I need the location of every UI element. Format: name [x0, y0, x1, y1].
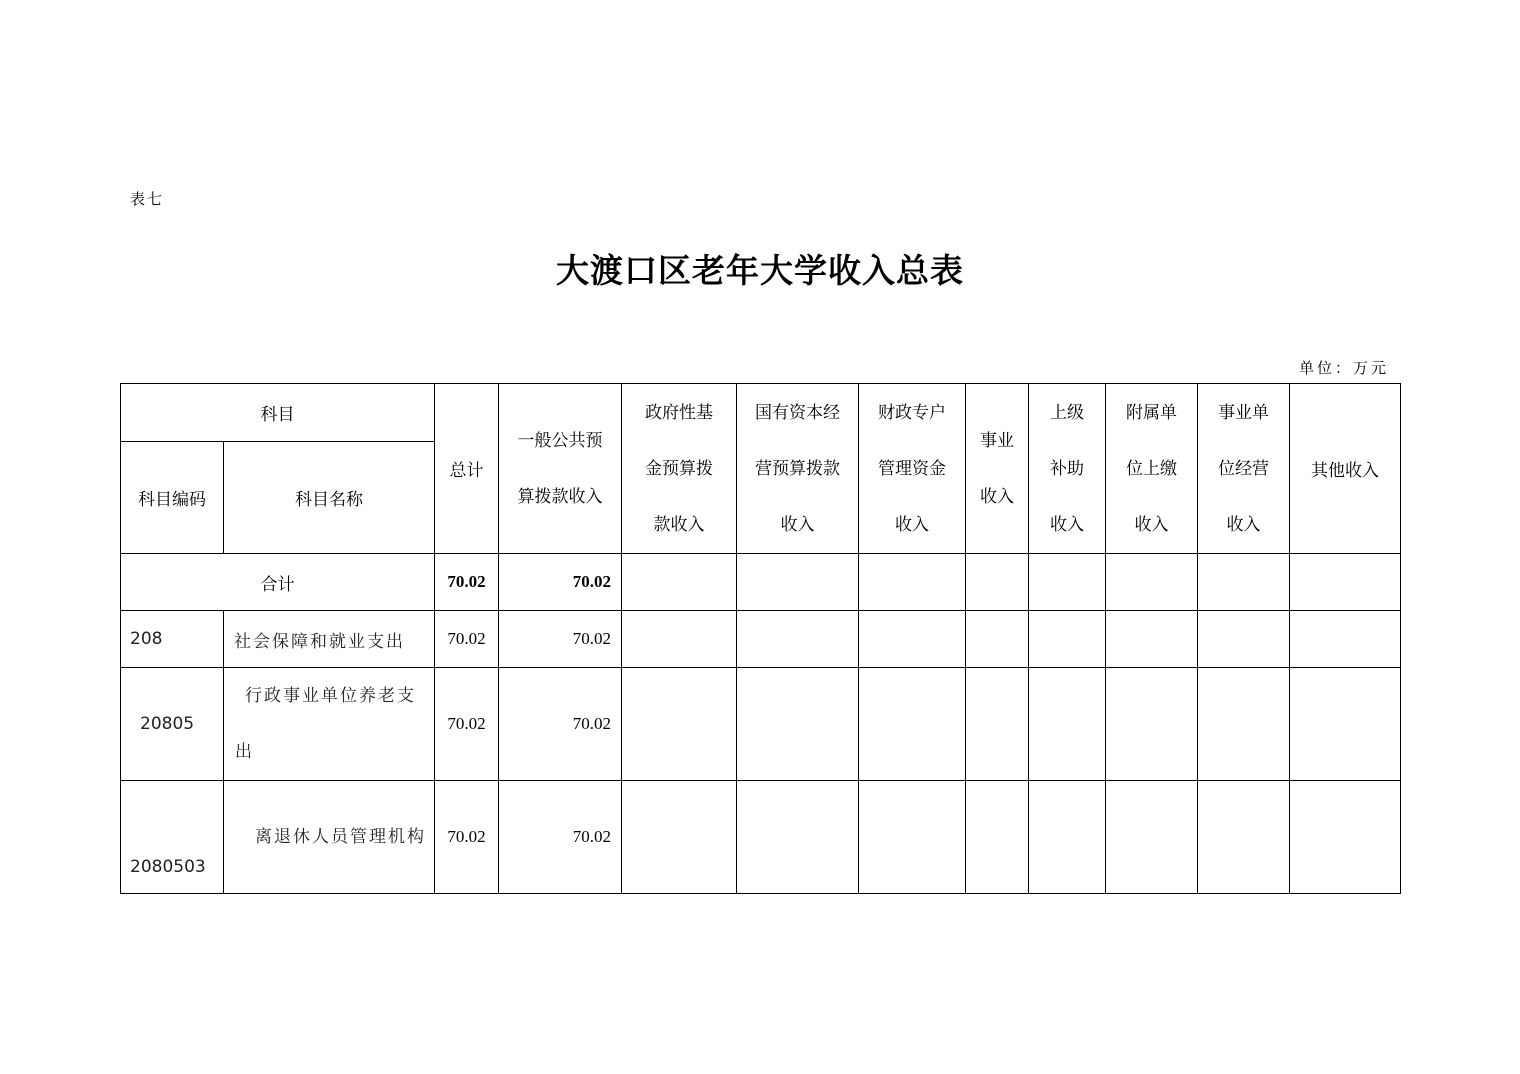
subject-code: 2080503 — [121, 781, 224, 894]
empty-cell — [622, 781, 737, 894]
empty-cell — [1029, 781, 1106, 894]
header-line: 收入 — [780, 514, 815, 535]
header-business-income — [966, 384, 1029, 554]
empty-cell — [1106, 781, 1198, 894]
header-line: 收入 — [1050, 514, 1084, 535]
row-general-budget: 70.02 — [499, 611, 622, 668]
empty-cell — [966, 611, 1029, 668]
table-row — [121, 781, 1401, 894]
empty-cell — [1290, 668, 1401, 781]
empty-cell — [859, 554, 966, 611]
empty-cell — [966, 781, 1029, 894]
header-gov-fund — [622, 384, 737, 554]
header-line: 款收入 — [653, 514, 705, 535]
header-subject-code: 科目编码 — [121, 442, 224, 554]
empty-cell — [859, 781, 966, 894]
empty-cell — [622, 554, 737, 611]
subject-name: 离退休人员管理机构 — [224, 781, 435, 894]
empty-cell — [1106, 668, 1198, 781]
header-line: 上级 — [1050, 402, 1084, 423]
header-line: 财政专户 — [878, 402, 946, 423]
table-label: 表七 — [130, 190, 165, 208]
row-general-budget: 70.02 — [499, 781, 622, 894]
empty-cell — [737, 781, 859, 894]
header-line: 收入 — [980, 486, 1014, 507]
header-general-budget — [499, 384, 622, 554]
total-label: 合计 — [121, 554, 435, 611]
header-line: 一般公共预 — [517, 430, 603, 451]
empty-cell — [737, 668, 859, 781]
header-total: 总计 — [435, 384, 499, 554]
row-total: 70.02 — [435, 781, 499, 894]
header-line: 金预算拨 — [645, 458, 713, 479]
empty-cell — [1198, 554, 1290, 611]
header-line: 算拨款收入 — [517, 486, 603, 507]
header-line: 国有资本经 — [755, 402, 840, 423]
subject-code: 20805 — [121, 668, 224, 781]
empty-cell — [1106, 611, 1198, 668]
empty-cell — [1029, 668, 1106, 781]
empty-cell — [1029, 554, 1106, 611]
empty-cell — [1106, 554, 1198, 611]
empty-cell — [1290, 781, 1401, 894]
header-subject: 科目 — [121, 384, 435, 442]
header-line: 政府性基 — [645, 402, 713, 423]
total-general-budget: 70.02 — [499, 554, 622, 611]
empty-cell — [737, 554, 859, 611]
header-fiscal-special — [859, 384, 966, 554]
empty-cell — [859, 611, 966, 668]
header-line: 事业单 — [1218, 402, 1269, 423]
subject-name: 社会保障和就业支出 — [224, 611, 435, 668]
empty-cell — [622, 611, 737, 668]
empty-cell — [1029, 611, 1106, 668]
header-state-capital — [737, 384, 859, 554]
empty-cell — [1198, 611, 1290, 668]
header-affiliated — [1106, 384, 1198, 554]
header-business-operation — [1198, 384, 1290, 554]
header-line: 补助 — [1050, 458, 1084, 479]
header-line: 位上缴 — [1126, 458, 1177, 479]
header-superior-subsidy — [1029, 384, 1106, 554]
subject-code: 208 — [121, 611, 224, 668]
empty-cell — [1290, 554, 1401, 611]
header-subject-name: 科目名称 — [224, 442, 435, 554]
income-summary-table — [120, 383, 1401, 894]
unit-label: 单位：万元 — [1298, 359, 1389, 377]
empty-cell — [1198, 668, 1290, 781]
header-line: 管理资金 — [878, 458, 946, 479]
table-row — [121, 611, 1401, 668]
empty-cell — [966, 554, 1029, 611]
row-total: 70.02 — [435, 668, 499, 781]
row-total: 70.02 — [435, 611, 499, 668]
empty-cell — [1198, 781, 1290, 894]
empty-cell — [622, 668, 737, 781]
empty-cell — [859, 668, 966, 781]
header-line: 附属单 — [1126, 402, 1177, 423]
total-total: 70.02 — [435, 554, 499, 611]
header-other-income: 其他收入 — [1290, 384, 1401, 554]
row-general-budget: 70.02 — [499, 668, 622, 781]
total-row — [121, 554, 1401, 611]
header-line: 营预算拨款 — [755, 458, 840, 479]
table-row — [121, 668, 1401, 781]
empty-cell — [1290, 611, 1401, 668]
header-line: 位经营 — [1218, 458, 1269, 479]
empty-cell — [966, 668, 1029, 781]
header-line: 事业 — [980, 430, 1014, 451]
subject-name: 行政事业单位养老支出 — [224, 668, 435, 781]
header-line: 收入 — [1226, 514, 1261, 535]
page-title: 大渡口区老年大学收入总表 — [556, 251, 964, 290]
empty-cell — [737, 611, 859, 668]
header-line: 收入 — [1134, 514, 1169, 535]
header-line: 收入 — [895, 514, 929, 535]
